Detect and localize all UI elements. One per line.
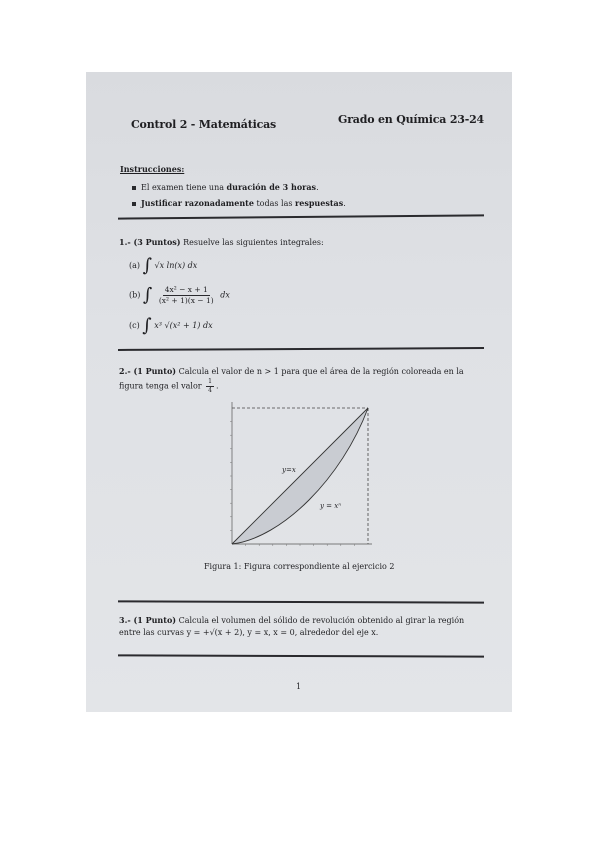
instruction-2-suffix: . <box>343 199 346 208</box>
question-2-statement-line-2 <box>119 378 219 395</box>
page-number: 1 <box>296 682 302 691</box>
item-b-numerator: 4x² − x + 1 <box>164 285 208 294</box>
target-area-fraction <box>206 378 214 395</box>
item-b-denominator: (x² + 1)(x − 1) <box>158 295 214 305</box>
figure-1-caption: Figura 1: Figura correspondiente al ejercicio 2 <box>204 562 395 571</box>
item-b-label: (b) <box>129 290 141 300</box>
question-1a <box>129 257 197 275</box>
integral-sign-icon: ∫ <box>142 315 152 336</box>
item-a-label: (a) <box>129 261 141 270</box>
question-3-statement-line-2: entre las curvas y = +√(x + 2), y = x, x = 0, alrededor del eje x. <box>119 628 379 637</box>
instruction-item-2 <box>132 198 346 208</box>
instructions-heading: Instrucciones: <box>120 164 185 174</box>
line-y-equals-x <box>232 408 368 544</box>
fraction-denominator: 4 <box>208 386 212 394</box>
item-c-label: (c) <box>129 321 140 330</box>
course-title: Grado en Química 23-24 <box>338 113 485 126</box>
question-2-number: 2.- (1 Punto) <box>119 366 177 376</box>
question-3-number: 3.- (1 Punto) <box>119 615 177 625</box>
item-b-differential: dx <box>220 290 230 300</box>
question-2-statement-line-1 <box>119 366 464 376</box>
section-divider <box>118 600 484 603</box>
instruction-1-suffix: . <box>316 183 319 192</box>
figure-1-plot <box>222 398 382 548</box>
bullet-icon <box>132 202 136 206</box>
item-b-fraction <box>157 285 216 306</box>
question-1b <box>129 285 230 306</box>
instruction-2-text: todas las <box>253 199 296 208</box>
bullet-icon <box>132 186 136 190</box>
question-3-text: Calcula el volumen del sólido de revolución obtenido al girar la región <box>176 616 465 625</box>
section-divider <box>118 347 484 351</box>
section-divider <box>118 214 484 219</box>
label-y-equals-x-power-n: y = xⁿ <box>320 502 342 510</box>
integral-sign-icon: ∫ <box>142 284 153 306</box>
instruction-2-bold-2: respuestas <box>295 198 344 208</box>
integral-sign-icon: ∫ <box>142 255 152 276</box>
item-c-expression: x³ √(x² + 1) dx <box>154 321 213 330</box>
item-a-expression: √x ln(x) dx <box>154 261 198 270</box>
section-divider <box>118 654 484 657</box>
question-1-number: 1.- (3 Puntos) <box>119 237 181 247</box>
question-1c <box>129 317 213 335</box>
question-2-end: . <box>215 381 219 391</box>
instruction-2-bold: Justificar razonadamente <box>141 198 254 208</box>
instruction-item-1 <box>132 182 319 192</box>
label-y-equals-x: y=x <box>282 466 296 474</box>
exam-title: Control 2 - Matemáticas <box>131 118 277 131</box>
question-2-text: Calcula el valor de n > 1 para que el área de la región coloreada en la <box>176 367 464 376</box>
exam-page-photo <box>86 72 512 712</box>
question-1-text: Resuelve las siguientes integrales: <box>180 238 324 247</box>
instruction-1-text: El examen tiene una <box>141 183 227 192</box>
fraction-numerator: 1 <box>208 378 212 385</box>
question-1-statement <box>119 237 324 247</box>
question-2-text-2: figura tenga el valor <box>119 381 205 391</box>
question-3-statement-line-1 <box>119 615 464 625</box>
instruction-1-bold: duración de 3 horas <box>226 182 317 192</box>
